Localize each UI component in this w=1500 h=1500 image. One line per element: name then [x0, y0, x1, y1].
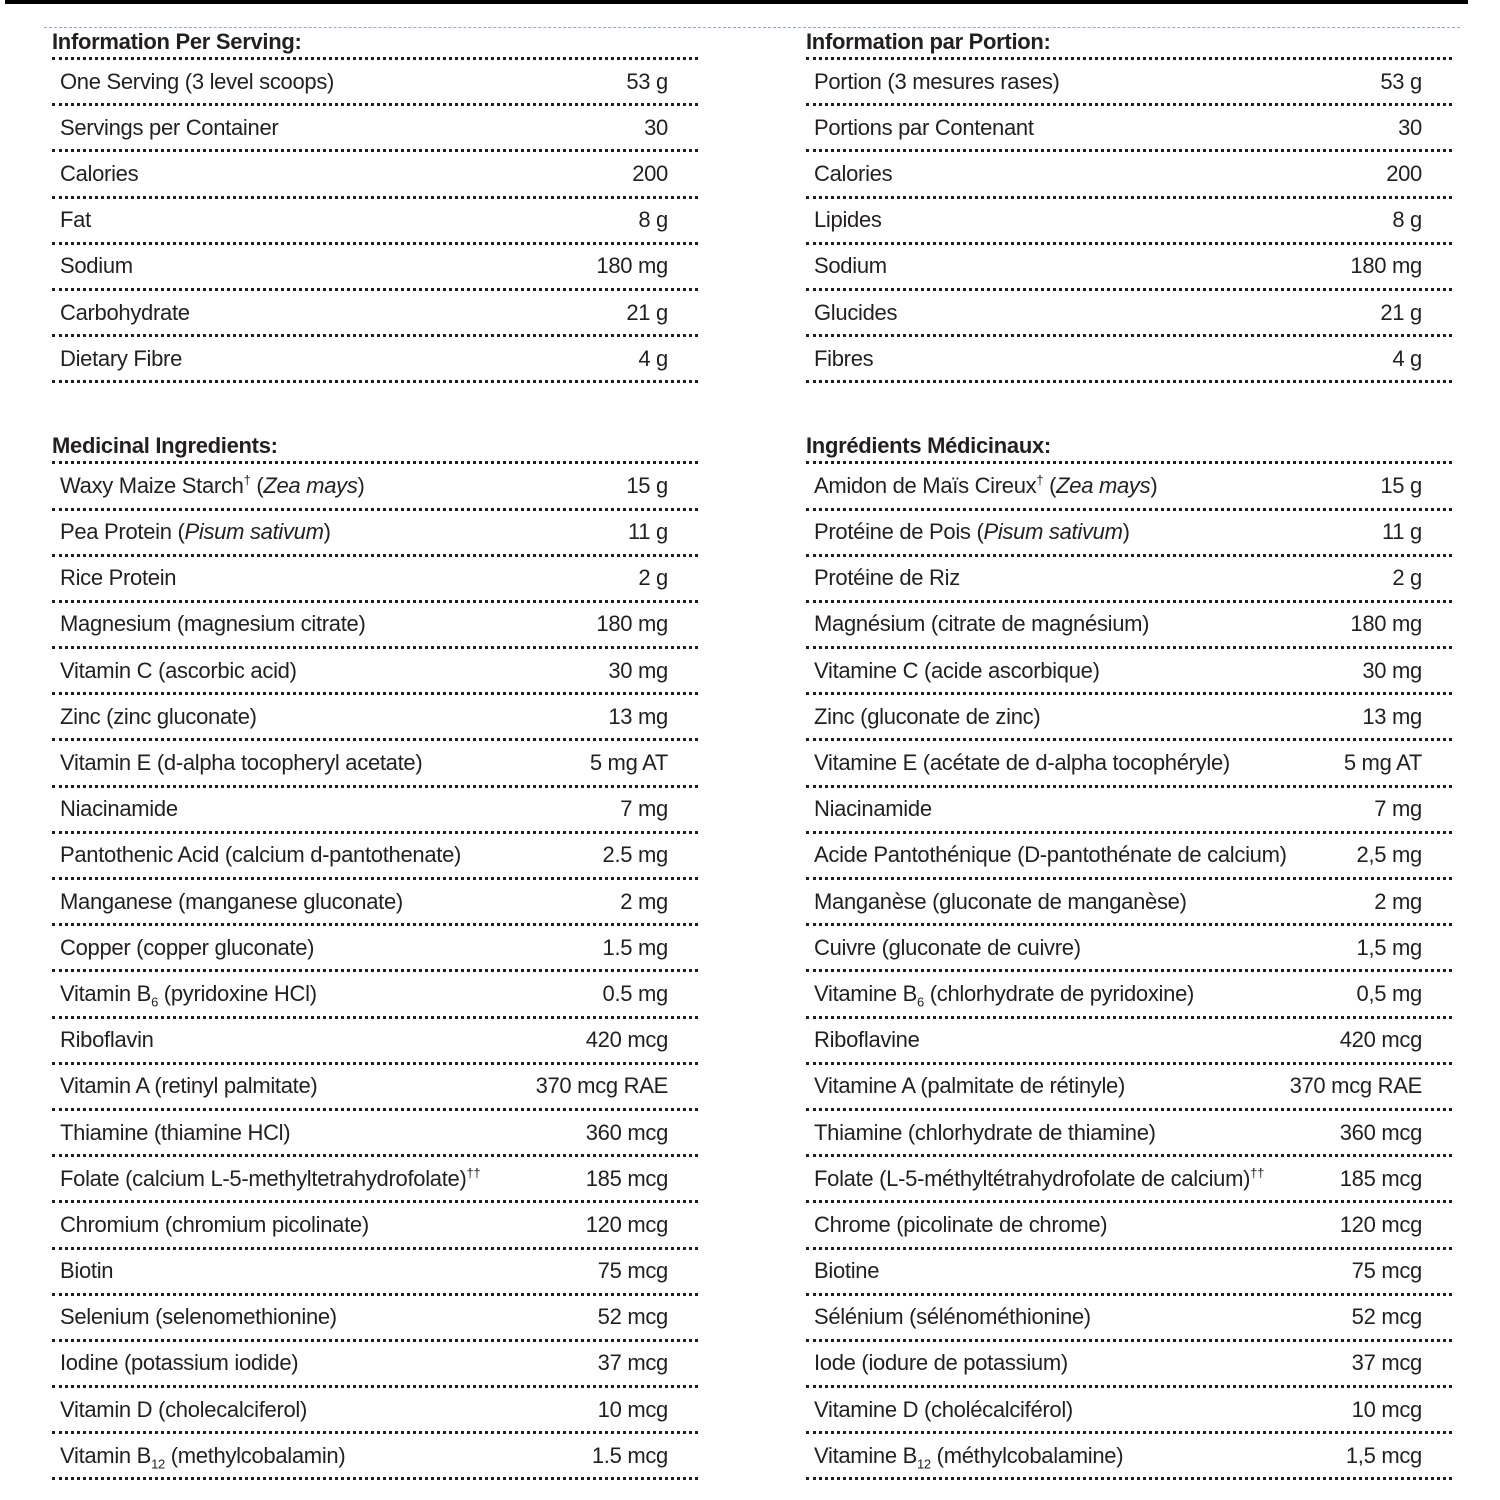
- amount-value: 8 g: [638, 207, 668, 233]
- amount-value: 120 mcg: [1339, 1211, 1422, 1237]
- ingredient-name: [60, 1166, 480, 1192]
- name-text: Servings per Container: [60, 114, 279, 140]
- table-row: [806, 291, 1452, 337]
- table-row: [806, 1157, 1452, 1203]
- table-row: [806, 464, 1452, 510]
- ingredient-name: [60, 69, 334, 95]
- amount-value: 75 mcg: [597, 1258, 668, 1284]
- ingredient-name: [60, 1442, 346, 1472]
- name-text: Folate (L-5-méthyltétrahydrofolate de calcium): [814, 1165, 1251, 1191]
- ingredient-name: [814, 796, 932, 822]
- table-row: [806, 834, 1452, 880]
- name-text: Riboflavin: [60, 1027, 154, 1053]
- ingredient-name: [60, 1304, 337, 1330]
- name-text: Copper (copper gluconate): [60, 934, 315, 960]
- ingredient-name: [60, 115, 278, 141]
- amount-value: 4 g: [638, 345, 668, 371]
- table-row: [52, 106, 698, 152]
- amount-value: 30 mg: [608, 657, 668, 683]
- name-text: Pea Protein: [60, 519, 172, 545]
- amount-value: 200: [1386, 160, 1422, 186]
- table-row: [52, 199, 698, 245]
- ingredient-name: [814, 1120, 1156, 1146]
- name-text: Portion (3 mesures rases): [814, 68, 1060, 94]
- medicinal-ingredients-block: [52, 431, 698, 1480]
- amount-value: 15 g: [626, 472, 668, 498]
- name-rest: (pyridoxine HCl): [158, 980, 317, 1006]
- ingredient-name: [814, 980, 1195, 1010]
- serving-rows-fr: [806, 60, 1452, 383]
- botanical-name: Pisum sativum: [184, 519, 324, 545]
- table-row: [806, 245, 1452, 291]
- subscript: 6: [151, 994, 158, 1010]
- name-text: Vitamin A (retinyl palmitate): [60, 1073, 318, 1099]
- serving-heading-fr: Information par Portion:: [806, 27, 1452, 60]
- table-row: [52, 511, 698, 557]
- botanical-name: Pisum sativum: [983, 519, 1123, 545]
- name-text: Vitamin E (d-alpha tocopheryl acetate): [60, 750, 423, 776]
- table-row: [52, 1250, 698, 1296]
- amount-value: 30: [1398, 114, 1422, 140]
- table-row: [52, 337, 698, 383]
- ingredient-name: [60, 704, 257, 730]
- amount-value: 2.5 mg: [602, 842, 668, 868]
- table-row: [806, 1342, 1452, 1388]
- table-row: [806, 1065, 1452, 1111]
- name-text: Vitamin C (ascorbic acid): [60, 657, 297, 683]
- ingredient-name: [60, 889, 403, 915]
- ingredient-name: [60, 300, 190, 326]
- amount-value: 11 g: [1382, 519, 1422, 545]
- amount-value: 0,5 mg: [1356, 980, 1422, 1006]
- ingredient-name: [60, 1027, 154, 1053]
- english-column: [52, 27, 698, 1480]
- amount-value: 200: [632, 160, 668, 186]
- ingredient-name: [814, 842, 1287, 868]
- ingredient-name: Waxy Maize Starch† (Zea mays): [60, 472, 365, 498]
- subscript: 12: [151, 1456, 165, 1472]
- name-text: Dietary Fibre: [60, 345, 183, 371]
- amount-value: 15 g: [1380, 472, 1422, 498]
- ingredient-name: [60, 161, 138, 187]
- name-text: Calories: [814, 160, 893, 186]
- table-row: [52, 834, 698, 880]
- name-text: Protéine de Pois: [814, 519, 971, 545]
- amount-value: 13 mg: [1362, 703, 1422, 729]
- ingredient-name: [60, 1073, 317, 1099]
- name-text: Portions par Contenant: [814, 114, 1034, 140]
- amount-value: 185 mcg: [1339, 1165, 1422, 1191]
- name-text: Vitamin D (cholecalciferol): [60, 1396, 308, 1422]
- table-row: [52, 1203, 698, 1249]
- ingredient-name: [60, 842, 461, 868]
- medicinal-ingredients-block-fr: [806, 431, 1452, 1480]
- ingredient-name: [814, 1350, 1068, 1376]
- ingredient-name: [814, 611, 1149, 637]
- table-row: [806, 603, 1452, 649]
- table-row: [806, 1019, 1452, 1065]
- amount-value: 7 mg: [620, 796, 668, 822]
- ingredient-name: [814, 253, 887, 279]
- name-text: Lipides: [814, 207, 882, 233]
- amount-value: 370 mcg RAE: [535, 1073, 668, 1099]
- serving-info-block-fr: [806, 27, 1452, 383]
- name-text: Folate (calcium L-5-methyltetrahydrofolate): [60, 1165, 467, 1191]
- table-row: [52, 1296, 698, 1342]
- ingredient-name: Amidon de Maïs Cireux† (Zea mays): [814, 472, 1158, 498]
- name-text: Biotin: [60, 1258, 114, 1284]
- amount-value: 53 g: [626, 68, 668, 94]
- name-text: Calories: [60, 160, 139, 186]
- ingredient-name: [814, 1073, 1125, 1099]
- footnote-mark: †: [1036, 472, 1044, 488]
- amount-value: 37 mcg: [1351, 1350, 1422, 1376]
- table-row: [52, 1388, 698, 1434]
- table-row: [52, 557, 698, 603]
- table-row: [52, 649, 698, 695]
- table-row: [806, 1250, 1452, 1296]
- ingredient-name: [814, 1027, 920, 1053]
- name-text: Amidon de Maïs Cireux: [814, 472, 1037, 498]
- table-row: [52, 603, 698, 649]
- footnote-mark: †: [243, 472, 251, 488]
- medicinal-heading-fr: Ingrédients Médicinaux:: [806, 431, 1452, 464]
- name-text: Acide Pantothénique (D-pantothénate de calcium): [814, 842, 1287, 868]
- ingredient-name: [814, 346, 873, 372]
- ingredient-name: [60, 980, 317, 1010]
- name-text: Vitamin B: [60, 1442, 152, 1468]
- amount-value: 21 g: [626, 299, 668, 325]
- table-row: [52, 291, 698, 337]
- amount-value: 120 mcg: [585, 1211, 668, 1237]
- amount-value: 360 mcg: [1339, 1119, 1422, 1145]
- ingredient-name: [60, 207, 91, 233]
- table-row: [52, 1019, 698, 1065]
- name-text: One Serving (3 level scoops): [60, 68, 335, 94]
- amount-value: 10 mcg: [597, 1396, 668, 1422]
- name-text: Vitamine B: [814, 1442, 917, 1468]
- table-row: [806, 337, 1452, 383]
- name-text: Chrome (picolinate de chrome): [814, 1211, 1108, 1237]
- ingredient-name: [60, 1397, 307, 1423]
- ingredient-name: [60, 750, 422, 776]
- table-row: [806, 152, 1452, 198]
- amount-value: 2 mg: [620, 888, 668, 914]
- ingredient-name: [60, 796, 178, 822]
- amount-value: 11 g: [628, 519, 668, 545]
- table-row: [806, 1203, 1452, 1249]
- table-row: [806, 972, 1452, 1018]
- ingredient-name: [814, 1442, 1124, 1472]
- name-text: Thiamine (thiamine HCl): [60, 1119, 291, 1145]
- table-row: [52, 152, 698, 198]
- name-text: Manganese (manganese gluconate): [60, 888, 403, 914]
- amount-value: 30 mg: [1362, 657, 1422, 683]
- table-row: [806, 60, 1452, 106]
- table-row: [806, 649, 1452, 695]
- amount-value: 30: [644, 114, 668, 140]
- name-rest: (methylcobalamin): [164, 1442, 346, 1468]
- table-row: [806, 695, 1452, 741]
- ingredient-name: [814, 1258, 879, 1284]
- table-row: [52, 60, 698, 106]
- footnote-mark: ††: [1250, 1165, 1265, 1181]
- table-row: [52, 741, 698, 787]
- table-row: [806, 1434, 1452, 1480]
- name-rest: (chlorhydrate de pyridoxine): [923, 980, 1195, 1006]
- name-text: Zinc (gluconate de zinc): [814, 703, 1041, 729]
- ingredient-name: [814, 565, 960, 591]
- ingredient-name: [60, 935, 314, 961]
- ingredient-name: [60, 611, 366, 637]
- table-row: [806, 741, 1452, 787]
- table-row: [52, 1434, 698, 1480]
- amount-value: 1,5 mcg: [1345, 1442, 1422, 1468]
- table-row: [52, 1111, 698, 1157]
- amount-value: 75 mcg: [1351, 1258, 1422, 1284]
- amount-value: 180 mg: [596, 253, 668, 279]
- amount-value: 2 g: [638, 565, 668, 591]
- name-text: Vitamine E (acétate de d-alpha tocophéryle): [814, 750, 1230, 776]
- name-text: Vitamine C (acide ascorbique): [814, 657, 1100, 683]
- name-text: Vitamin B: [60, 980, 152, 1006]
- name-text: Thiamine (chlorhydrate de thiamine): [814, 1119, 1156, 1145]
- ingredient-name: [814, 161, 892, 187]
- name-text: Iodine (potassium iodide): [60, 1350, 299, 1376]
- table-row: [52, 1157, 698, 1203]
- ingredient-name: [814, 115, 1034, 141]
- amount-value: 5 mg AT: [589, 750, 668, 776]
- table-row: [806, 788, 1452, 834]
- ingredient-name: [814, 1397, 1073, 1423]
- amount-value: 21 g: [1380, 299, 1422, 325]
- table-row: [806, 1111, 1452, 1157]
- table-row: [52, 1342, 698, 1388]
- table-row: [52, 695, 698, 741]
- amount-value: 1.5 mcg: [591, 1442, 668, 1468]
- name-text: Vitamine B: [814, 980, 917, 1006]
- ingredient-name: [814, 1166, 1264, 1192]
- ingredient-name: [814, 889, 1187, 915]
- name-text: Niacinamide: [60, 796, 178, 822]
- ingredient-name: [814, 658, 1100, 684]
- medicinal-rows: [52, 464, 698, 1480]
- subscript: 12: [916, 1456, 931, 1472]
- ingredient-name: Pea Protein (Pisum sativum): [60, 519, 331, 545]
- name-text: Carbohydrate: [60, 299, 190, 325]
- amount-value: 0.5 mg: [602, 980, 668, 1006]
- amount-value: 180 mg: [1350, 253, 1422, 279]
- name-text: Rice Protein: [60, 565, 177, 591]
- ingredient-name: [60, 346, 182, 372]
- name-text: Vitamine D (cholécalciférol): [814, 1396, 1073, 1422]
- table-row: [806, 926, 1452, 972]
- amount-value: 1.5 mg: [602, 934, 668, 960]
- ingredient-name: [814, 704, 1040, 730]
- name-text: Vitamine A (palmitate de rétinyle): [814, 1073, 1126, 1099]
- table-row: [52, 464, 698, 510]
- table-row: [806, 106, 1452, 152]
- name-text: Pantothenic Acid (calcium d-pantothenate): [60, 842, 462, 868]
- ingredient-name: [814, 69, 1060, 95]
- table-row: [52, 788, 698, 834]
- name-text: Fibres: [814, 345, 874, 371]
- amount-value: 5 mg AT: [1343, 750, 1422, 776]
- table-row: [52, 926, 698, 972]
- medicinal-rows-fr: [806, 464, 1452, 1480]
- ingredient-name: [814, 1304, 1091, 1330]
- amount-value: 7 mg: [1374, 796, 1422, 822]
- amount-value: 37 mcg: [597, 1350, 668, 1376]
- name-text: Biotine: [814, 1258, 880, 1284]
- amount-value: 10 mcg: [1351, 1396, 1422, 1422]
- top-rule: [5, 0, 1468, 4]
- amount-value: 360 mcg: [585, 1119, 668, 1145]
- table-row: [52, 245, 698, 291]
- amount-value: 180 mg: [1350, 611, 1422, 637]
- name-text: Chromium (chromium picolinate): [60, 1211, 369, 1237]
- ingredient-name: [814, 1212, 1107, 1238]
- ingredient-name: [814, 750, 1230, 776]
- name-text: Zinc (zinc gluconate): [60, 703, 257, 729]
- amount-value: 8 g: [1392, 207, 1422, 233]
- name-text: Fat: [60, 207, 91, 233]
- table-row: [806, 199, 1452, 245]
- name-text: Protéine de Riz: [814, 565, 960, 591]
- name-text: Sodium: [60, 253, 133, 279]
- name-text: Waxy Maize Starch: [60, 472, 244, 498]
- name-text: Manganèse (gluconate de manganèse): [814, 888, 1187, 914]
- amount-value: 2,5 mg: [1356, 842, 1422, 868]
- amount-value: 53 g: [1380, 68, 1422, 94]
- amount-value: 185 mcg: [585, 1165, 668, 1191]
- name-text: Cuivre (gluconate de cuivre): [814, 934, 1081, 960]
- table-row: [52, 880, 698, 926]
- ingredient-name: [60, 1212, 369, 1238]
- ingredient-name: [60, 253, 133, 279]
- name-rest: (méthylcobalamine): [930, 1442, 1124, 1468]
- amount-value: 1,5 mg: [1356, 934, 1422, 960]
- amount-value: 2 g: [1392, 565, 1422, 591]
- name-text: Riboflavine: [814, 1027, 920, 1053]
- amount-value: 420 mcg: [585, 1027, 668, 1053]
- name-text: Glucides: [814, 299, 898, 325]
- name-text: Magnesium (magnesium citrate): [60, 611, 366, 637]
- ingredient-name: [60, 1350, 298, 1376]
- ingredient-name: [60, 565, 176, 591]
- table-row: [806, 1388, 1452, 1434]
- amount-value: 420 mcg: [1339, 1027, 1422, 1053]
- ingredient-name: Protéine de Pois (Pisum sativum): [814, 519, 1130, 545]
- amount-value: 180 mg: [596, 611, 668, 637]
- amount-value: 4 g: [1392, 345, 1422, 371]
- ingredient-name: [60, 1120, 290, 1146]
- amount-value: 52 mcg: [1351, 1304, 1422, 1330]
- name-text: Niacinamide: [814, 796, 932, 822]
- botanical-name: Zea mays: [263, 472, 358, 498]
- serving-info-block: [52, 27, 698, 383]
- amount-value: 2 mg: [1374, 888, 1422, 914]
- serving-heading: Information Per Serving:: [52, 27, 698, 60]
- french-column: [806, 27, 1452, 1480]
- ingredient-name: [814, 207, 882, 233]
- botanical-name: Zea mays: [1056, 472, 1151, 498]
- ingredient-name: [814, 300, 897, 326]
- ingredient-name: [60, 658, 297, 684]
- subscript: 6: [916, 994, 924, 1010]
- table-row: [806, 880, 1452, 926]
- serving-rows: [52, 60, 698, 383]
- name-text: Magnésium (citrate de magnésium): [814, 611, 1150, 637]
- name-text: Sodium: [814, 253, 887, 279]
- table-row: [806, 511, 1452, 557]
- table-row: [52, 1065, 698, 1111]
- ingredient-name: [814, 935, 1081, 961]
- name-text: Sélénium (sélénométhionine): [814, 1304, 1091, 1330]
- amount-value: 52 mcg: [597, 1304, 668, 1330]
- ingredient-name: [60, 1258, 113, 1284]
- name-text: Iode (iodure de potassium): [814, 1350, 1068, 1376]
- amount-value: 13 mg: [608, 703, 668, 729]
- name-text: Selenium (selenomethionine): [60, 1304, 337, 1330]
- amount-value: 370 mcg RAE: [1289, 1073, 1422, 1099]
- table-row: [806, 557, 1452, 603]
- table-row: [806, 1296, 1452, 1342]
- table-row: [52, 972, 698, 1018]
- medicinal-heading: Medicinal Ingredients:: [52, 431, 698, 464]
- footnote-mark: ††: [466, 1165, 481, 1181]
